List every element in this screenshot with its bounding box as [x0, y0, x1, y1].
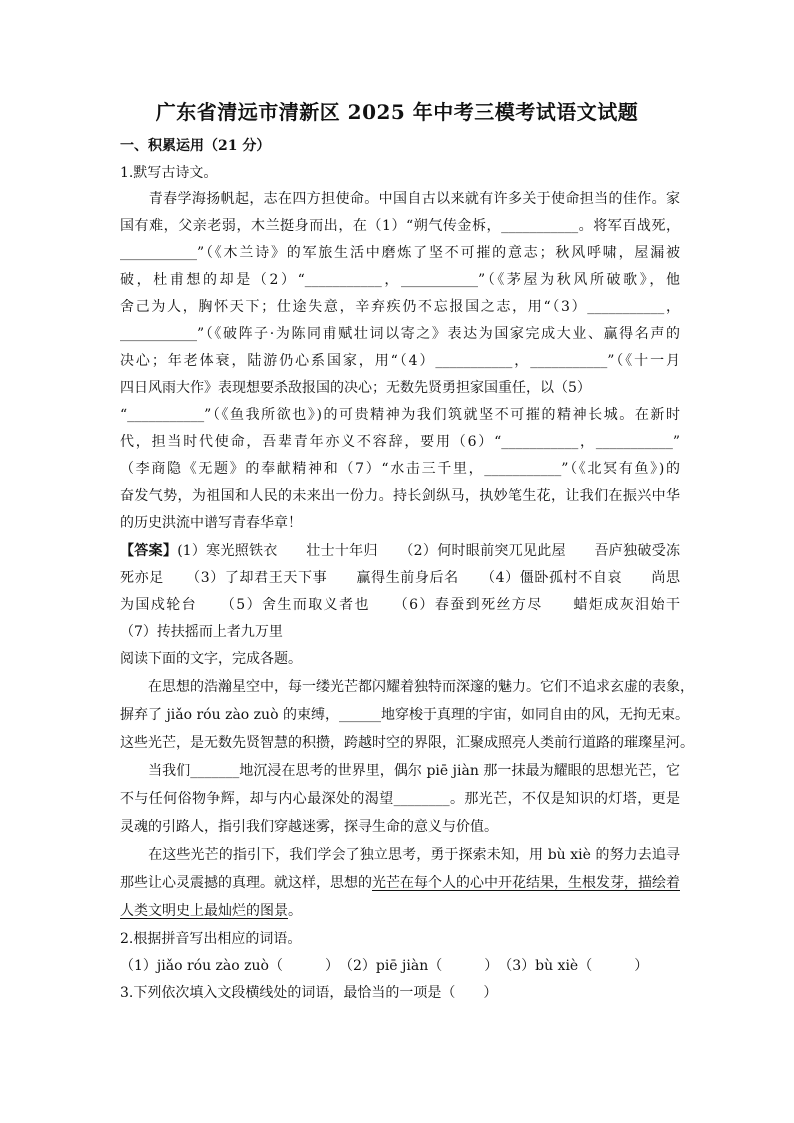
- reading-paragraph-line: [120, 873, 680, 893]
- question-1-text-line: 舍己为人，胸怀天下；仕途失意，辛弃疾仍不忘报国之志，用“（3）___________，: [120, 299, 680, 315]
- answer-text: (1）寒光照铁衣 壮士十年归 （2）何时眼前突兀见此屋 吾庐独破受冻: [177, 543, 680, 559]
- answer-line: 为国戍轮台 （5）舍生而取义者也 （6）春蚕到死丝方尽 蜡炬成灰泪始干: [120, 597, 680, 613]
- question-1-text-line: “___________”（《鱼我所欲也》)的可贵精神为我们筑就坚不可摧的精神长城。在新时: [120, 407, 680, 423]
- reading-intro: 阅读下面的文字，完成各题。: [120, 651, 302, 667]
- question-3-heading: 3.下列依次填入文段横线处的词语，最恰当的一项是（ ）: [120, 985, 498, 1001]
- section-heading: 一、积累运用（21 分）: [120, 138, 271, 154]
- page-title: 广东省清远市清新区 2025 年中考三模考试语文试题: [155, 100, 639, 124]
- plain-text: 。: [288, 903, 302, 919]
- reading-paragraph-line: 不与任何俗物争辉，却与内心最深处的渴望________。那光芒，不仅是知识的灯塔，更是: [120, 791, 680, 807]
- question-1-text-line: 决心；年老体衰，陆游仍心系国家，用“（4）___________，___________”（《十一月: [120, 353, 680, 369]
- question-1-text-line: 四日风雨大作》表现想要杀敌报国的决心；无数先贤勇担家国重任，以（5）: [120, 380, 591, 396]
- question-2-heading: 2.根据拼音写出相应的词语。: [120, 931, 302, 947]
- question-1-heading: 1.默写古诗文。: [120, 165, 218, 181]
- question-1-text-line: 代，担当时代使命，吾辈青年亦义不容辞，要用（6）“___________，___________”: [120, 434, 680, 450]
- underlined-sentence: 光芒在每个人的心中开花结果，生根发芽，描绘着: [372, 875, 680, 891]
- question-1-text-line: 破，杜甫想的却是（2）“___________，___________”（《茅屋为秋风所破歌》，他: [120, 272, 680, 288]
- plain-text: 那些让心灵震撼的真理。就这样，思想的: [120, 875, 372, 891]
- question-2-items: （1）jiǎo róu zào zuò（ ） （2）piē jiàn（ ） （3）bù xiè（ ）: [120, 958, 649, 974]
- question-1-text-line: 的历史洪流中谱写青春华章！: [120, 515, 302, 531]
- underlined-sentence: 人类文明史上最灿烂的图景: [120, 903, 288, 919]
- answer-line: [120, 541, 680, 561]
- reading-paragraph-line: 这些光芒，是无数先贤智慧的积攒，跨越时空的界限，汇聚成照亮人类前行道路的璀璨星河。: [120, 735, 694, 751]
- reading-paragraph-line: 摒弃了 jiǎo róu zào zuò 的束缚，______地穿梭于真理的宇宙，如同自由的风，无拘无束。: [120, 707, 689, 723]
- reading-paragraph-line: [120, 901, 680, 921]
- question-1-text-line: ___________”（《破阵子·为陈同甫赋壮词以寄之》表达为国家完成大业、赢得名声的: [120, 326, 680, 342]
- question-1-text-line: 青春学海扬帆起，志在四方担使命。中国自古以来就有许多关于使命担当的佳作。家: [120, 191, 680, 207]
- reading-paragraph-line: 灵魂的引路人，指引我们穿越迷雾，探寻生命的意义与价值。: [120, 819, 498, 835]
- question-1-text-line: （李商隐《无题》的奉献精神和（7）“水击三千里，___________”（《北冥有鱼》)的: [120, 461, 680, 477]
- question-1-text-line: 奋发气势，为祖国和人民的未来出一份力。持长剑纵马，执妙笔生花，让我们在振兴中华: [120, 488, 680, 504]
- answer-line: 死亦足 （3）了却君王天下事 赢得生前身后名 （4）僵卧孤村不自哀 尚思: [120, 570, 680, 586]
- reading-paragraph-line: 在思想的浩瀚星空中，每一缕光芒都闪耀着独特而深邃的魅力。它们不追求玄虚的表象，: [120, 679, 694, 695]
- question-1-text-line: 国有难，父亲老弱，木兰挺身而出，在（1）“朔气传金柝，___________。将军百战死，: [120, 218, 680, 234]
- answer-line: （7）抟扶摇而上者九万里: [120, 624, 283, 640]
- reading-paragraph-line: 当我们_______地沉浸在思考的世界里，偶尔 piē jiàn 那一抹最为耀眼的思想光芒，它: [120, 763, 680, 779]
- answer-label: 【答案】: [120, 543, 178, 559]
- question-1-text-line: ___________”（《木兰诗》的军旅生活中磨炼了坚不可摧的意志；秋风呼啸，屋漏被: [120, 245, 680, 261]
- reading-paragraph-line: 在这些光芒的指引下，我们学会了独立思考，勇于探索未知，用 bù xiè 的努力去追寻: [120, 847, 680, 863]
